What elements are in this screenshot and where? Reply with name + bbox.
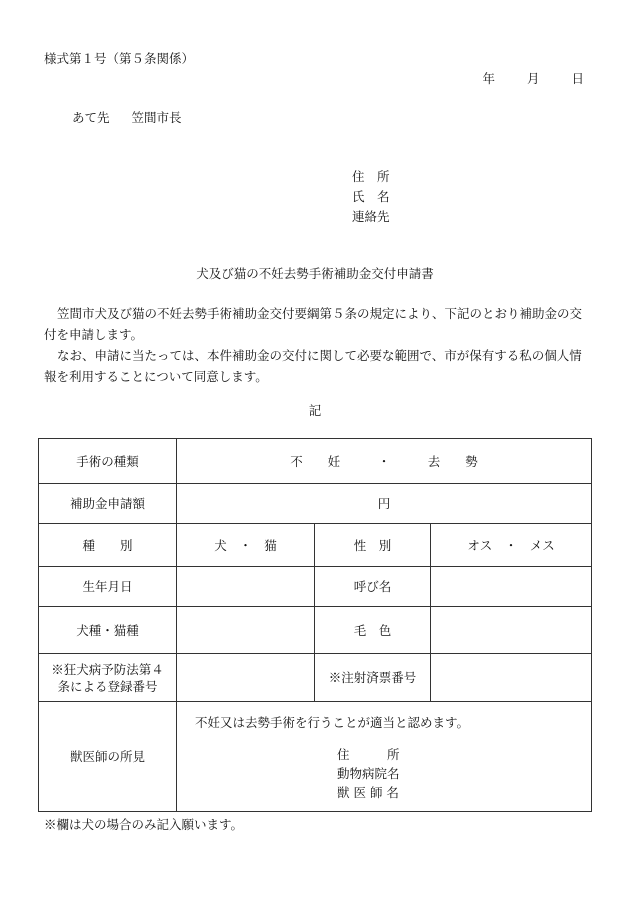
breed-field[interactable] [177,607,315,654]
addressee-line [72,108,182,126]
call-name-field[interactable] [431,567,592,607]
table-row [39,567,592,607]
vet-opinion-label: 獣医師の所見 [39,702,177,812]
sex-label: 性 別 [315,524,431,567]
table-row [39,654,592,702]
amount-label: 補助金申請額 [39,484,177,524]
application-table [38,438,592,812]
form-number: 様式第１号（第５条関係） [44,51,195,66]
body-paragraph-2: なお、申請に当たっては、本件補助金の交付に関して必要な範囲で、市が保有する私の個人情報を利用することについて同意します。 [44,348,582,384]
amount-value[interactable]: 円 [177,484,592,524]
registration-number-label [39,654,177,702]
table-row [39,524,592,567]
applicant-name-label: 氏 名 [352,189,390,204]
call-name-label: 呼び名 [315,567,431,607]
table-row [39,484,592,524]
addressee-label: あて先 [72,110,110,125]
vet-statement: 不妊又は去勢手術を行うことが適当と認めます。 [195,714,470,730]
date-line [454,69,584,87]
surgery-type-value[interactable]: 不 妊 ・ 去 勢 [177,439,592,484]
applicant-address-label: 住 所 [352,169,390,184]
vet-hospital-label: 動物病院名 [337,765,400,781]
species-label: 種 別 [39,524,177,567]
vet-address-label: 住 所 [337,746,400,762]
applicant-contact-label: 連絡先 [352,209,390,224]
injection-number-field[interactable] [431,654,592,702]
coat-color-field[interactable] [431,607,592,654]
surgery-type-label: 手術の種類 [39,439,177,484]
table-row [39,607,592,654]
sex-value[interactable]: オス ・ メス [431,524,592,567]
birthdate-field[interactable] [177,567,315,607]
footnote: ※欄は犬の場合のみ記入願います。 [44,817,244,832]
vet-name-label: 獣 医 師 名 [337,784,399,800]
vet-opinion-cell[interactable] [177,702,592,812]
coat-color-label: 毛 色 [315,607,431,654]
addressee-name: 笠間市長 [131,110,182,125]
body-paragraph-1: 笠間市犬及び猫の不妊去勢手術補助金交付要綱第５条の規定により、下記のとおり補助金の交付を申請します。 [44,306,583,342]
table-row [39,439,592,484]
registration-label-line-1: ※狂犬病予防法第４ [51,661,164,677]
table-row [39,702,592,812]
date-month-label: 月 [526,71,540,86]
date-year-label: 年 [482,71,495,86]
registration-number-field[interactable] [177,654,315,702]
injection-number-label: ※注射済票番号 [315,654,431,702]
date-day-label: 日 [571,71,584,86]
breed-label: 犬種・猫種 [39,607,177,654]
birthdate-label: 生年月日 [39,567,177,607]
document-title: 犬及び猫の不妊去勢手術補助金交付申請書 [196,266,434,281]
registration-label-line-2: 条による登録番号 [57,678,158,694]
species-value[interactable]: 犬 ・ 猫 [177,524,315,567]
ki-label: 記 [308,403,322,418]
